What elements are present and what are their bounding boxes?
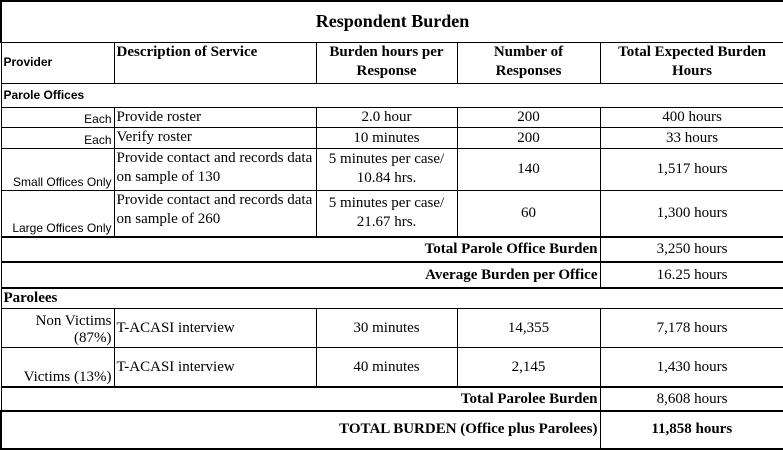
table-row (1, 108, 783, 128)
table-row (1, 148, 783, 190)
header-provider: Provider (1, 42, 114, 83)
row-burden: 40 minutes (316, 347, 457, 387)
row-total: 33 hours (600, 128, 783, 148)
row-description: Provide contact and records data on sample of 130 (114, 148, 316, 190)
header-total-hours: Total Expected Burden Hours (600, 42, 783, 83)
row-responses: 200 (457, 128, 600, 148)
row-burden: 10 minutes (316, 128, 457, 148)
average-burden-label: Average Burden per Office (1, 262, 600, 288)
row-provider: Non Victims (87%) (1, 309, 114, 347)
row-responses: 2,145 (457, 347, 600, 387)
row-burden: 30 minutes (316, 309, 457, 347)
section-parole-offices: Parole Offices (1, 84, 783, 108)
row-provider: Small Offices Only (1, 148, 114, 190)
row-provider: Victims (13%) (1, 347, 114, 387)
header-number-responses: Number of Responses (457, 42, 600, 83)
table-row (1, 347, 783, 387)
table-row (1, 309, 783, 347)
row-description: Provide roster (114, 108, 316, 128)
row-provider: Each (1, 108, 114, 128)
row-total: 1,300 hours (600, 190, 783, 236)
row-total: 400 hours (600, 108, 783, 128)
table-row (1, 128, 783, 148)
row-responses: 140 (457, 148, 600, 190)
total-parole-office-value: 3,250 hours (600, 237, 783, 262)
row-description: Verify roster (114, 128, 316, 148)
grand-total-label: TOTAL BURDEN (Office plus Parolees) (1, 411, 600, 449)
row-description: Provide contact and records data on sample of 260 (114, 190, 316, 236)
total-parole-office-label: Total Parole Office Burden (1, 237, 600, 262)
row-provider: Large Offices Only (1, 190, 114, 236)
row-description: T-ACASI interview (114, 309, 316, 347)
total-parolee-label: Total Parolee Burden (1, 387, 600, 410)
header-burden-hours: Burden hours per Response (316, 42, 457, 83)
header-description: Description of Service (114, 42, 316, 83)
row-responses: 60 (457, 190, 600, 236)
row-provider: Each (1, 128, 114, 148)
row-burden: 5 minutes per case/ 21.67 hrs. (316, 190, 457, 236)
row-total: 7,178 hours (600, 309, 783, 347)
row-description: T-ACASI interview (114, 347, 316, 387)
table-title: Respondent Burden (1, 1, 783, 42)
grand-total-value: 11,858 hours (600, 411, 783, 449)
section-parolees: Parolees (1, 288, 783, 309)
table-row (1, 190, 783, 236)
row-responses: 200 (457, 108, 600, 128)
average-burden-value: 16.25 hours (600, 262, 783, 288)
row-burden: 2.0 hour (316, 108, 457, 128)
row-burden: 5 minutes per case/ 10.84 hrs. (316, 148, 457, 190)
total-parolee-value: 8,608 hours (600, 387, 783, 410)
row-total: 1,517 hours (600, 148, 783, 190)
row-responses: 14,355 (457, 309, 600, 347)
row-total: 1,430 hours (600, 347, 783, 387)
